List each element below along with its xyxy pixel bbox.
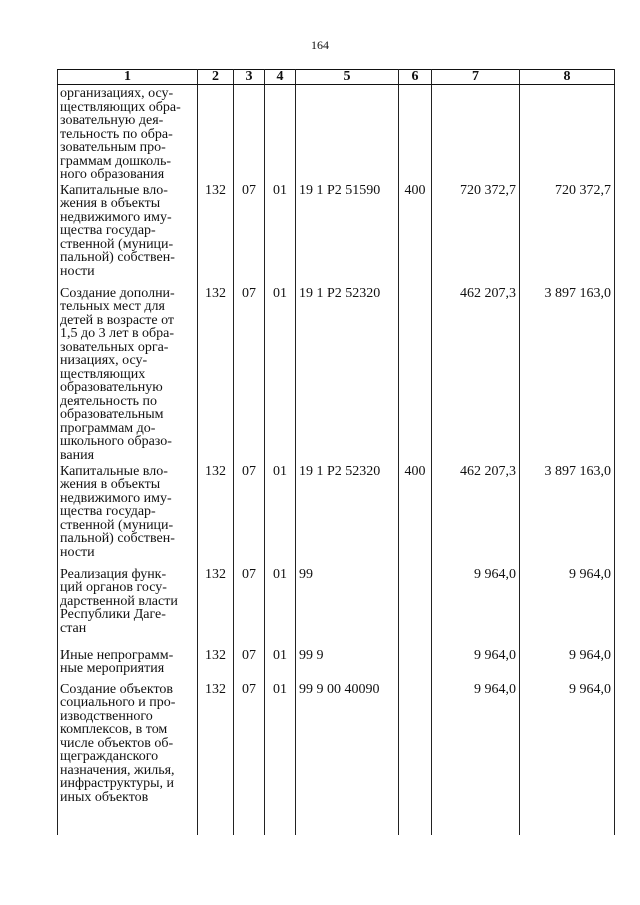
col-header-4: 4: [265, 70, 296, 85]
section-code: 07: [234, 566, 265, 647]
col-header-6: 6: [399, 70, 432, 85]
amount-year-1: 9 964,0: [432, 566, 520, 647]
target-article-code: 99 9: [296, 647, 399, 681]
amount-year-2: [520, 85, 615, 182]
line-item-name: Создание дополни- тельных мест для детей в возрасте от 1,5 до 3 лет в обра- зовательных орга- низациях, осу- ществляющих образовательную деятельность по образовательным программам до- школьного образо- вания: [58, 285, 198, 463]
section-code: 07: [234, 681, 265, 836]
ministry-code: 132: [198, 566, 234, 647]
section-code: 07: [234, 463, 265, 566]
section-code: 07: [234, 285, 265, 463]
ministry-code: 132: [198, 681, 234, 836]
expense-type-code: [399, 647, 432, 681]
target-article-code: [296, 85, 399, 182]
target-article-code: 99 9 00 40090: [296, 681, 399, 836]
section-code: [234, 85, 265, 182]
amount-year-1: 462 207,3: [432, 463, 520, 566]
expense-type-code: 400: [399, 463, 432, 566]
expense-type-code: 400: [399, 182, 432, 285]
amount-year-1: 9 964,0: [432, 681, 520, 836]
target-article-code: 19 1 P2 52320: [296, 285, 399, 463]
expense-type-code: [399, 85, 432, 182]
amount-year-2: 3 897 163,0: [520, 285, 615, 463]
expense-type-code: [399, 285, 432, 463]
col-header-8: 8: [520, 70, 615, 85]
amount-year-2: 9 964,0: [520, 681, 615, 836]
section-code: 07: [234, 647, 265, 681]
page-number: 164: [311, 38, 329, 52]
subsection-code: [265, 85, 296, 182]
amount-year-1: 462 207,3: [432, 285, 520, 463]
table-row: [58, 681, 615, 836]
header-row: [58, 70, 615, 85]
line-item-name: Создание объектов социального и про- изводственного комплексов, в том числе объектов об- щегражданского назначения, жилья, инфраструктуры, и иных объектов: [58, 681, 198, 836]
col-header-3: 3: [234, 70, 265, 85]
expense-type-code: [399, 566, 432, 647]
section-code: 07: [234, 182, 265, 285]
amount-year-1: 9 964,0: [432, 647, 520, 681]
amount-year-1: 720 372,7: [432, 182, 520, 285]
subsection-code: 01: [265, 681, 296, 836]
ministry-code: 132: [198, 463, 234, 566]
table-row: [58, 285, 615, 463]
line-item-name: Капитальные вло- жения в объекты недвижимого иму- щества государ- ственной (муници- пальной) собствен- ности: [58, 182, 198, 285]
subsection-code: 01: [265, 463, 296, 566]
subsection-code: 01: [265, 647, 296, 681]
col-header-7: 7: [432, 70, 520, 85]
ministry-code: 132: [198, 647, 234, 681]
amount-year-1: [432, 85, 520, 182]
amount-year-2: 9 964,0: [520, 647, 615, 681]
line-item-name: Иные непрограмм- ные мероприятия: [58, 647, 198, 681]
line-item-name: Капитальные вло- жения в объекты недвижимого иму- щества государ- ственной (муници- пальной) собствен- ности: [58, 463, 198, 566]
line-item-name: организациях, осу- ществляющих обра- зовательную дея- тельность по обра- зовательным про- граммам дошколь- ного образования: [58, 85, 198, 182]
expense-type-code: [399, 681, 432, 836]
ministry-code: [198, 85, 234, 182]
target-article-code: 19 1 P2 52320: [296, 463, 399, 566]
table-row: [58, 647, 615, 681]
table-row: [58, 566, 615, 647]
table-row: [58, 85, 615, 182]
ministry-code: 132: [198, 285, 234, 463]
subsection-code: 01: [265, 182, 296, 285]
budget-table: [57, 69, 615, 835]
subsection-code: 01: [265, 285, 296, 463]
col-header-5: 5: [296, 70, 399, 85]
amount-year-2: 3 897 163,0: [520, 463, 615, 566]
table-row: [58, 182, 615, 285]
ministry-code: 132: [198, 182, 234, 285]
table-row: [58, 463, 615, 566]
col-header-2: 2: [198, 70, 234, 85]
amount-year-2: 720 372,7: [520, 182, 615, 285]
target-article-code: 19 1 P2 51590: [296, 182, 399, 285]
subsection-code: 01: [265, 566, 296, 647]
amount-year-2: 9 964,0: [520, 566, 615, 647]
line-item-name: Реализация функ- ций органов госу- дарственной власти Республики Даге- стан: [58, 566, 198, 647]
target-article-code: 99: [296, 566, 399, 647]
col-header-1: 1: [58, 70, 198, 85]
